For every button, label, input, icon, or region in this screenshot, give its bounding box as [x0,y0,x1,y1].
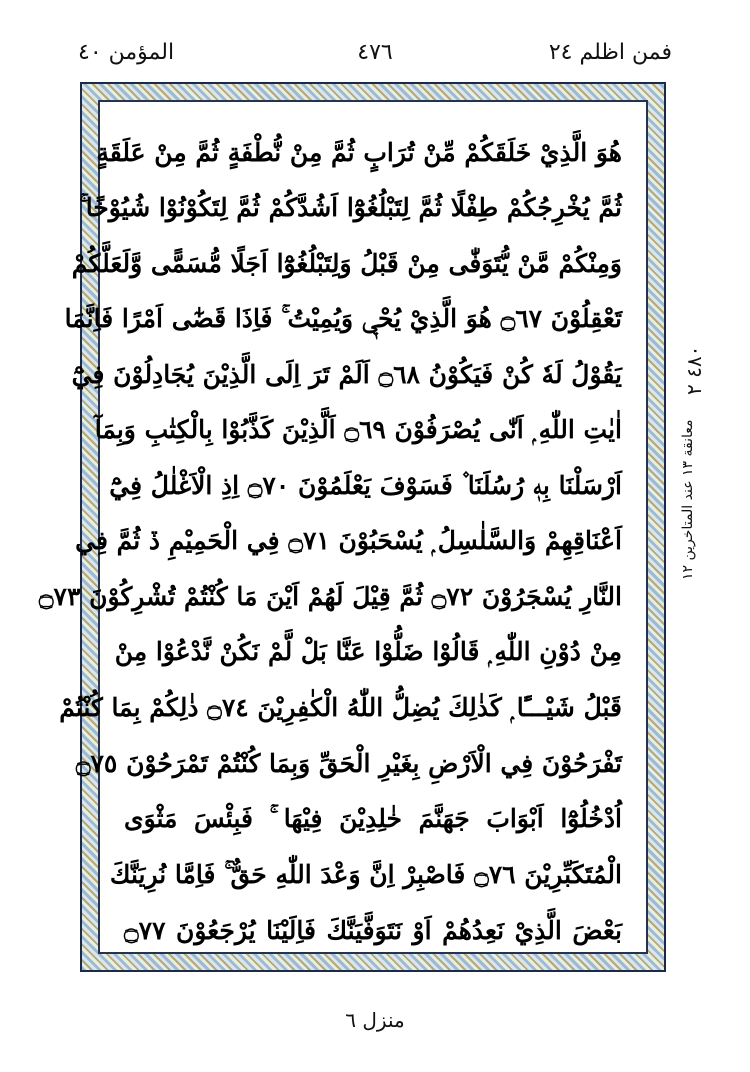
text-line [75,736,622,792]
text-panel [38,100,648,954]
text-line [79,180,622,236]
text-line [71,346,622,402]
text-line [124,902,622,958]
ruku-mark: ٤٨٠ ٢ [682,345,706,395]
text-line [75,513,622,569]
text-line [96,124,622,180]
text-line [109,458,622,514]
text-line [114,624,622,680]
text-line-content: قَبْلُ شَيْـــًٔا ۭ كَذٰلِكَ يُضِلُّ اللّٰهُ الْكٰفِرِيْنَ ۝٧٤ ذٰلِكُمْ بِمَا كُنْتُمْ [59,693,622,722]
para-name: فمن اظلم ٢٤ [548,40,672,65]
text-line-content: مِنْ دُوْنِ اللّٰهِ ۭ قَالُوْا ضَلُّوْا عَنَّا بَلْ لَّمْ نَكُنْ نَّدْعُوْا مِنْ [114,637,622,667]
text-line-content: تَعْقِلُوْنَ ۝٦٧ هُوَ الَّذِيْ يُحْيٖ وَيُمِيْتُ ۚ فَاِذَا قَضٰٓى اَمْرًا فَاِنَّمَا [64,303,622,333]
text-line-content: تَفْرَحُوْنَ فِي الْاَرْضِ بِغَيْرِ الْحَقِّ وَبِمَا كُنْتُمْ تَمْرَحُوْنَ ۝٧٥ [75,749,622,779]
text-line-content: اُدْخُلُوْٓا اَبْوَابَ جَهَنَّمَ خٰلِدِيْنَ فِيْهَا ۚ فَبِئْسَ مَثْوَى [124,804,622,834]
text-line-content: بَعْضَ الَّذِيْ نَعِدُهُمْ اَوْ نَتَوَفَّيَنَّكَ فَاِلَيْنَا يُرْجَعُوْنَ ۝٧٧ [124,915,622,945]
text-line [124,791,622,847]
text-line [64,291,622,347]
text-line [94,402,622,458]
text-line-content: ثُمَّ يُخْرِجُكُمْ طِفْلًا ثُمَّ لِتَبْلُغُوْٓا اَشُدَّكُمْ ثُمَّ لِتَكُوْنُوْا شُيُوْخًا ۚ [79,192,622,222]
text-line [59,680,622,736]
text-line-content: وَمِنْكُمْ مَّنْ يُّتَوَفّٰى مِنْ قَبْلُ وَلِتَبْلُغُوْٓا اَجَلًا مُّسَمًّى وَّلَعَلَّكُمْ [71,248,622,278]
surah-name: المؤمن ٤٠ [78,40,175,65]
text-line-content: اَرْسَلْنَا بِهٖ رُسُلَنَا ۫ فَسَوْفَ يَعْلَمُوْنَ ۝٧٠ اِذِ الْاَغْلٰلُ فِيْٓ [109,470,622,500]
text-line-content: النَّارِ يُسْجَرُوْنَ ۝٧٢ ثُمَّ قِيْلَ لَهُمْ اَيْنَ مَا كُنْتُمْ تُشْرِكُوْنَ ۝٧٣ [38,582,622,612]
ornamental-border [38,82,666,972]
text-line-content: هُوَ الَّذِيْ خَلَقَكُمْ مِّنْ تُرَابٍ ثُمَّ مِنْ نُّطْفَةٍ ثُمَّ مِنْ عَلَقَةٍ [96,137,622,167]
page-number: ٤٧٦ [357,40,393,65]
text-line [71,235,622,291]
text-line-content: يَقُوْلُ لَهٗ كُنْ فَيَكُوْنُ ۝٦٨ اَلَمْ تَرَ اِلَى الَّذِيْنَ يُجَادِلُوْنَ فِيْٓ [71,359,622,389]
quran-text [38,124,622,945]
text-line-content: اَعْنَاقِهِمْ وَالسَّلٰسِلُ ۭ يُسْحَبُوْنَ ۝٧١ فِي الْحَمِيْمِ ڏ ثُمَّ فِي [75,526,622,556]
text-line [109,847,622,903]
manzil-label: منزل ٦ [345,1008,405,1032]
text-line [38,569,622,625]
margin-note: معانقة ١٣ عند المتاخرين ١٢ [680,419,696,581]
text-line-content: اٰيٰتِ اللّٰهِ ۭ اَنّٰى يُصْرَفُوْنَ ۝٦٩ اَلَّذِيْنَ كَذَّبُوْا بِالْكِتٰبِ وَبِمَآ [94,415,622,444]
text-line-content: الْمُتَكَبِّرِيْنَ ۝٧٦ فَاصْبِرْ اِنَّ وَعْدَ اللّٰهِ حَقٌّ ۚ فَاِمَّا نُرِيَنَّكَ [109,859,622,889]
